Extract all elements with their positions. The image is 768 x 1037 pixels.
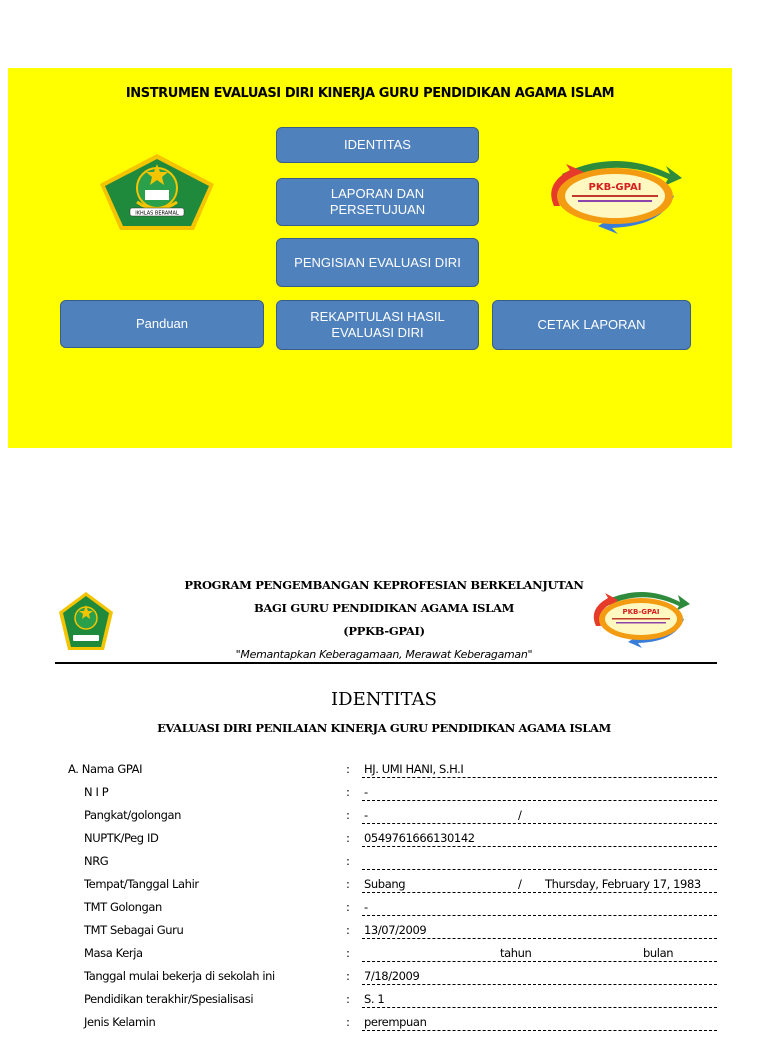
cetak-laporan-button[interactable] — [492, 300, 691, 350]
field-underline — [362, 915, 717, 916]
field-colon: : — [346, 877, 350, 891]
field-colon: : — [346, 923, 350, 937]
field-value: perempuan — [364, 1015, 427, 1029]
field-value-secondary: / — [518, 877, 522, 891]
doc-subtitle: EVALUASI DIRI PENILAIAN KINERJA GURU PENDIDIKAN AGAMA ISLAM — [157, 721, 611, 735]
field-row — [0, 854, 768, 876]
pengisian-button-label: PENGISIAN EVALUASI DIRI — [294, 254, 461, 270]
field-colon: : — [346, 900, 350, 914]
svg-text:PKB-GPAI: PKB-GPAI — [588, 182, 642, 193]
identitas-button-label: IDENTITAS — [344, 137, 411, 152]
pkb-gpai-logo-icon — [542, 154, 688, 234]
field-value-secondary: tahun — [500, 946, 532, 960]
field-underline — [362, 961, 717, 962]
field-colon: : — [346, 992, 350, 1006]
field-colon: : — [346, 854, 350, 868]
field-underline — [362, 823, 717, 824]
field-value-tertiary: Thursday, February 17, 1983 — [545, 877, 701, 891]
field-underline — [362, 892, 717, 893]
field-label: Tanggal mulai bekerja di sekolah ini — [84, 969, 275, 983]
field-value: 0549761666130142 — [364, 831, 475, 845]
panduan-button[interactable] — [60, 300, 264, 348]
field-colon: : — [346, 1015, 350, 1029]
field-value: S. 1 — [364, 992, 385, 1006]
cetak-button-label: CETAK LAPORAN — [537, 317, 646, 332]
rekap-button-line1: REKAPITULASI HASIL — [310, 309, 445, 324]
field-label: Pendidikan terakhir/Spesialisasi — [84, 992, 254, 1006]
identitas-button[interactable] — [276, 127, 479, 163]
field-label: TMT Golongan — [84, 900, 162, 914]
panduan-button-label: Panduan — [135, 316, 189, 331]
field-underline — [362, 846, 717, 847]
field-label: A. Nama GPAI — [68, 762, 143, 776]
field-row — [0, 969, 768, 991]
field-underline — [362, 984, 717, 985]
pengisian-evaluasi-button[interactable] — [276, 238, 479, 287]
field-value-secondary: / — [518, 808, 522, 822]
field-label: TMT Sebagai Guru — [84, 923, 184, 937]
field-row — [0, 900, 768, 922]
field-value: - — [364, 808, 368, 822]
field-colon: : — [346, 831, 350, 845]
field-row — [0, 877, 768, 899]
doc-header-line3: (PPKB-GPAI) — [343, 624, 425, 638]
laporan-button-line1: LAPORAN DAN — [330, 186, 425, 201]
field-underline — [362, 777, 717, 778]
field-label: N I P — [84, 785, 109, 799]
field-colon: : — [346, 946, 350, 960]
doc-header-line2: BAGI GURU PENDIDIKAN AGAMA ISLAM — [253, 601, 515, 615]
field-label: Jenis Kelamin — [84, 1015, 156, 1029]
header-divider — [55, 662, 717, 664]
field-value-tertiary: bulan — [643, 946, 674, 960]
field-underline — [362, 800, 717, 801]
field-value: - — [364, 900, 368, 914]
field-colon: : — [346, 785, 350, 799]
svg-text:PKB-GPAI: PKB-GPAI — [622, 608, 660, 616]
field-value: 7/18/2009 — [364, 969, 420, 983]
field-colon: : — [346, 808, 350, 822]
field-row — [0, 831, 768, 853]
field-value: - — [364, 785, 368, 799]
rekap-button-line2: EVALUASI DIRI — [331, 325, 424, 340]
field-label: Tempat/Tanggal Lahir — [84, 877, 199, 891]
dashboard-title: INSTRUMEN EVALUASI DIRI KINERJA GURU PENDIDIKAN AGAMA ISLAM — [125, 86, 615, 101]
field-underline — [362, 938, 717, 939]
field-label: NUPTK/Peg ID — [84, 831, 159, 845]
field-row — [0, 1015, 768, 1037]
field-label: NRG — [84, 854, 109, 868]
field-value: 13/07/2009 — [364, 923, 427, 937]
rekapitulasi-button[interactable] — [276, 300, 479, 350]
field-value: Subang — [364, 877, 406, 891]
field-row — [0, 923, 768, 945]
field-underline — [362, 1007, 717, 1008]
field-row — [0, 992, 768, 1014]
kemenag-emblem-icon — [94, 152, 220, 232]
field-underline — [362, 869, 717, 870]
pkb-gpai-logo-small-icon — [588, 586, 694, 648]
field-label: Masa Kerja — [84, 946, 143, 960]
field-underline — [362, 1030, 717, 1031]
field-value: HJ. UMI HANI, S.H.I — [364, 762, 464, 776]
field-row — [0, 946, 768, 968]
field-label: Pangkat/golongan — [84, 808, 182, 822]
kemenag-emblem-small-icon — [56, 590, 116, 654]
svg-text:IKHLAS BERAMAL: IKHLAS BERAMAL — [135, 210, 179, 217]
laporan-persetujuan-button[interactable] — [276, 178, 479, 226]
field-colon: : — [346, 969, 350, 983]
doc-title: IDENTITAS — [331, 689, 437, 710]
doc-header-line1: PROGRAM PENGEMBANGAN KEPROFESIAN BERKELANJUTAN — [184, 578, 584, 592]
field-row — [0, 762, 768, 784]
doc-motto: "Memantapkan Keberagamaan, Merawat Keberagaman" — [235, 648, 533, 661]
field-row — [0, 785, 768, 807]
field-colon: : — [346, 762, 350, 776]
dashboard-panel — [8, 68, 732, 448]
laporan-button-line2: PERSETUJUAN — [329, 202, 426, 217]
field-row — [0, 808, 768, 830]
